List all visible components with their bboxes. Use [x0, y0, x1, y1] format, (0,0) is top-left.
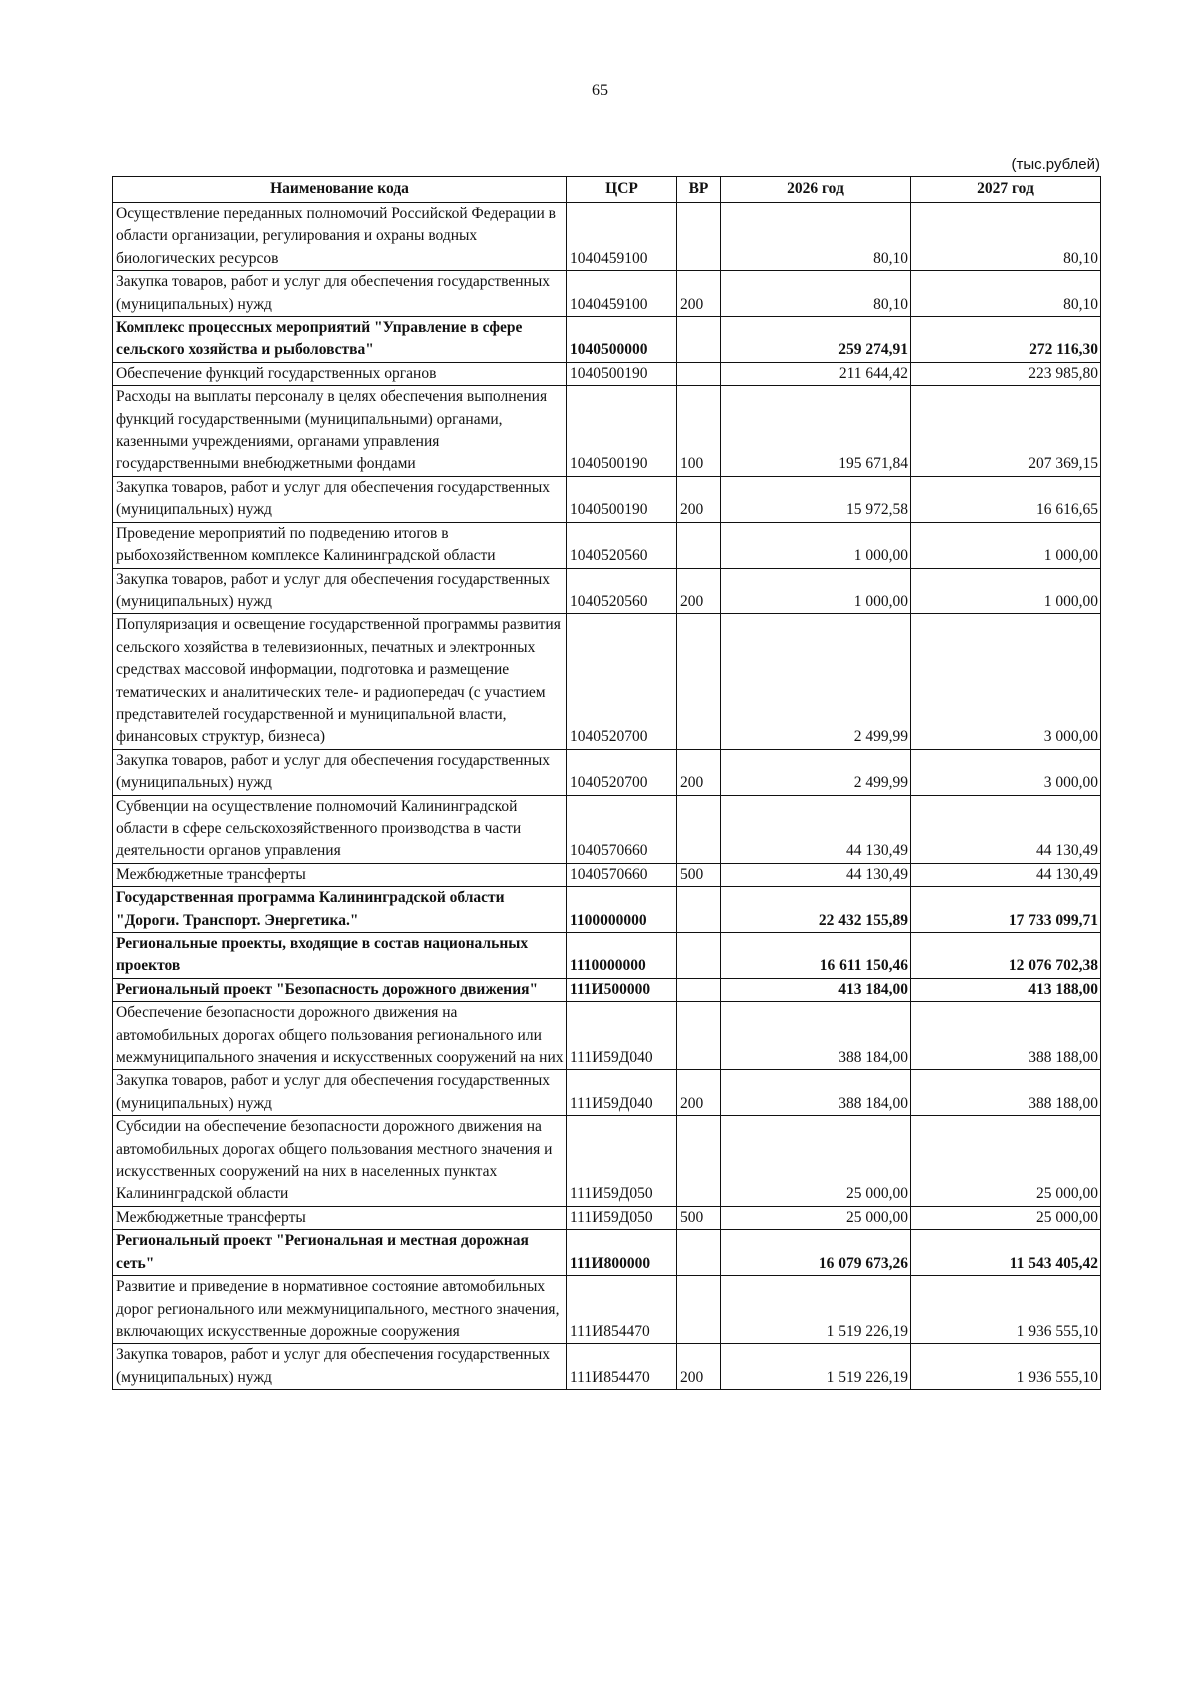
row-2026: 15 972,58	[721, 476, 911, 522]
row-vr	[677, 317, 721, 363]
row-csr: 111И59Д040	[567, 1002, 677, 1070]
row-2027: 44 130,49	[911, 795, 1101, 863]
row-2027: 388 188,00	[911, 1070, 1101, 1116]
row-name: Расходы на выплаты персоналу в целях обеспечения выполнения функций государственными (муниципальными) органами, казенными учреждениями, органами управления государственными внебюджетными фондами	[113, 386, 567, 477]
row-name: Осуществление переданных полномочий Российской Федерации в области организации, регулирования и охраны водных биологических ресурсов	[113, 203, 567, 271]
row-name: Обеспечение функций государственных органов	[113, 362, 567, 385]
row-csr: 111И800000	[567, 1230, 677, 1276]
row-csr: 1040500000	[567, 317, 677, 363]
table-row	[113, 1070, 1101, 1116]
row-name: Закупка товаров, работ и услуг для обеспечения государственных (муниципальных) нужд	[113, 1344, 567, 1390]
row-name: Региональный проект "Безопасность дорожного движения"	[113, 978, 567, 1001]
table-header-row	[113, 177, 1101, 203]
row-name: Закупка товаров, работ и услуг для обеспечения государственных (муниципальных) нужд	[113, 568, 567, 614]
row-name: Региональные проекты, входящие в состав национальных проектов	[113, 933, 567, 979]
row-2026: 25 000,00	[721, 1116, 911, 1207]
row-vr	[677, 1276, 721, 1344]
table-row	[113, 568, 1101, 614]
header-name: Наименование кода	[113, 177, 567, 203]
row-csr: 111И854470	[567, 1344, 677, 1390]
row-name: Межбюджетные трансферты	[113, 863, 567, 886]
row-vr: 500	[677, 863, 721, 886]
row-name: Субсидии на обеспечение безопасности дорожного движения на автомобильных дорогах общего пользования местного значения и искусственных сооружений на них в населенных пунктах Калининградской области	[113, 1116, 567, 1207]
row-name: Субвенции на осуществление полномочий Калининградской области в сфере сельскохозяйственного производства в части деятельности органов управления	[113, 795, 567, 863]
row-2027: 12 076 702,38	[911, 933, 1101, 979]
row-2026: 80,10	[721, 203, 911, 271]
row-name: Закупка товаров, работ и услуг для обеспечения государственных (муниципальных) нужд	[113, 749, 567, 795]
row-2027: 44 130,49	[911, 863, 1101, 886]
table-row	[113, 522, 1101, 568]
row-2026: 259 274,91	[721, 317, 911, 363]
row-vr: 200	[677, 1070, 721, 1116]
table-row	[113, 863, 1101, 886]
row-2027: 1 000,00	[911, 522, 1101, 568]
row-name: Закупка товаров, работ и услуг для обеспечения государственных (муниципальных) нужд	[113, 1070, 567, 1116]
table-row	[113, 749, 1101, 795]
row-vr	[677, 522, 721, 568]
row-vr	[677, 203, 721, 271]
table-row	[113, 887, 1101, 933]
row-csr: 1040570660	[567, 863, 677, 886]
row-2026: 16 079 673,26	[721, 1230, 911, 1276]
row-vr	[677, 887, 721, 933]
row-csr: 111И500000	[567, 978, 677, 1001]
row-csr: 111И854470	[567, 1276, 677, 1344]
row-2026: 211 644,42	[721, 362, 911, 385]
row-name: Популяризация и освещение государственной программы развития сельского хозяйства в телевизионных, печатных и электронных средствах массовой информации, подготовка и размещение тематических и аналитических теле- и радиопередач (с участием представителей государственной и муниципальной власти, финансовых структур, бизнеса)	[113, 614, 567, 749]
table-row	[113, 271, 1101, 317]
units-label: (тыс.рублей)	[1011, 156, 1100, 173]
row-2027: 1 000,00	[911, 568, 1101, 614]
row-csr: 1100000000	[567, 887, 677, 933]
row-csr: 1040500190	[567, 362, 677, 385]
header-2027: 2027 год	[911, 177, 1101, 203]
table-row	[113, 978, 1101, 1001]
row-name: Развитие и приведение в нормативное состояние автомобильных дорог регионального или межмуниципального, местного значения, включающих искусственные дорожные сооружения	[113, 1276, 567, 1344]
budget-table	[112, 176, 1101, 1390]
row-2027: 17 733 099,71	[911, 887, 1101, 933]
row-2026: 44 130,49	[721, 863, 911, 886]
row-2026: 16 611 150,46	[721, 933, 911, 979]
row-vr: 100	[677, 386, 721, 477]
row-csr: 1040520560	[567, 522, 677, 568]
row-vr: 200	[677, 1344, 721, 1390]
row-2026: 25 000,00	[721, 1206, 911, 1229]
row-csr: 1110000000	[567, 933, 677, 979]
row-csr: 1040570660	[567, 795, 677, 863]
row-2026: 80,10	[721, 271, 911, 317]
row-2027: 272 116,30	[911, 317, 1101, 363]
row-vr	[677, 1002, 721, 1070]
row-csr: 1040459100	[567, 203, 677, 271]
row-csr: 1040500190	[567, 386, 677, 477]
row-name: Закупка товаров, работ и услуг для обеспечения государственных (муниципальных) нужд	[113, 271, 567, 317]
table-row	[113, 1116, 1101, 1207]
row-2026: 413 184,00	[721, 978, 911, 1001]
row-vr: 200	[677, 271, 721, 317]
table-row	[113, 1206, 1101, 1229]
header-vr: ВР	[677, 177, 721, 203]
row-vr	[677, 614, 721, 749]
table-row	[113, 1230, 1101, 1276]
row-2027: 223 985,80	[911, 362, 1101, 385]
row-vr	[677, 362, 721, 385]
table-row	[113, 386, 1101, 477]
row-2026: 2 499,99	[721, 614, 911, 749]
row-csr: 1040520700	[567, 749, 677, 795]
row-2026: 22 432 155,89	[721, 887, 911, 933]
row-2027: 80,10	[911, 203, 1101, 271]
row-name: Обеспечение безопасности дорожного движения на автомобильных дорогах общего пользования регионального или межмуниципального значения и искусственных сооружений на них	[113, 1002, 567, 1070]
row-csr: 1040520700	[567, 614, 677, 749]
row-vr: 500	[677, 1206, 721, 1229]
row-vr	[677, 1116, 721, 1207]
row-2027: 3 000,00	[911, 749, 1101, 795]
page-number: 65	[592, 82, 608, 99]
row-vr	[677, 795, 721, 863]
table-row	[113, 1276, 1101, 1344]
row-2027: 207 369,15	[911, 386, 1101, 477]
table-row	[113, 317, 1101, 363]
row-name: Межбюджетные трансферты	[113, 1206, 567, 1229]
row-csr: 111И59Д040	[567, 1070, 677, 1116]
row-2026: 1 519 226,19	[721, 1344, 911, 1390]
row-2026: 2 499,99	[721, 749, 911, 795]
row-2026: 44 130,49	[721, 795, 911, 863]
row-csr: 1040500190	[567, 476, 677, 522]
header-2026: 2026 год	[721, 177, 911, 203]
row-2026: 388 184,00	[721, 1070, 911, 1116]
row-2027: 11 543 405,42	[911, 1230, 1101, 1276]
header-csr: ЦСР	[567, 177, 677, 203]
row-name: Региональный проект "Региональная и местная дорожная сеть"	[113, 1230, 567, 1276]
row-vr	[677, 1230, 721, 1276]
table-row	[113, 614, 1101, 749]
row-2027: 388 188,00	[911, 1002, 1101, 1070]
row-csr: 1040520560	[567, 568, 677, 614]
row-2026: 195 671,84	[721, 386, 911, 477]
table-row	[113, 1002, 1101, 1070]
row-csr: 1040459100	[567, 271, 677, 317]
row-2027: 3 000,00	[911, 614, 1101, 749]
row-vr: 200	[677, 749, 721, 795]
row-name: Закупка товаров, работ и услуг для обеспечения государственных (муниципальных) нужд	[113, 476, 567, 522]
row-vr	[677, 933, 721, 979]
row-2027: 25 000,00	[911, 1206, 1101, 1229]
row-csr: 111И59Д050	[567, 1206, 677, 1229]
row-2027: 25 000,00	[911, 1116, 1101, 1207]
table-row	[113, 933, 1101, 979]
row-2027: 80,10	[911, 271, 1101, 317]
row-name: Комплекс процессных мероприятий "Управление в сфере сельского хозяйства и рыболовства"	[113, 317, 567, 363]
table-row	[113, 795, 1101, 863]
row-csr: 111И59Д050	[567, 1116, 677, 1207]
row-vr	[677, 978, 721, 1001]
table-row	[113, 1344, 1101, 1390]
row-2026: 388 184,00	[721, 1002, 911, 1070]
table-row	[113, 476, 1101, 522]
row-2027: 1 936 555,10	[911, 1344, 1101, 1390]
table-row	[113, 203, 1101, 271]
row-2026: 1 519 226,19	[721, 1276, 911, 1344]
row-2027: 413 188,00	[911, 978, 1101, 1001]
row-2027: 16 616,65	[911, 476, 1101, 522]
row-vr: 200	[677, 476, 721, 522]
table-row	[113, 362, 1101, 385]
row-2026: 1 000,00	[721, 522, 911, 568]
row-2026: 1 000,00	[721, 568, 911, 614]
row-vr: 200	[677, 568, 721, 614]
row-name: Проведение мероприятий по подведению итогов в рыбохозяйственном комплексе Калининградской области	[113, 522, 567, 568]
row-2027: 1 936 555,10	[911, 1276, 1101, 1344]
row-name: Государственная программа Калининградской области "Дороги. Транспорт. Энергетика."	[113, 887, 567, 933]
